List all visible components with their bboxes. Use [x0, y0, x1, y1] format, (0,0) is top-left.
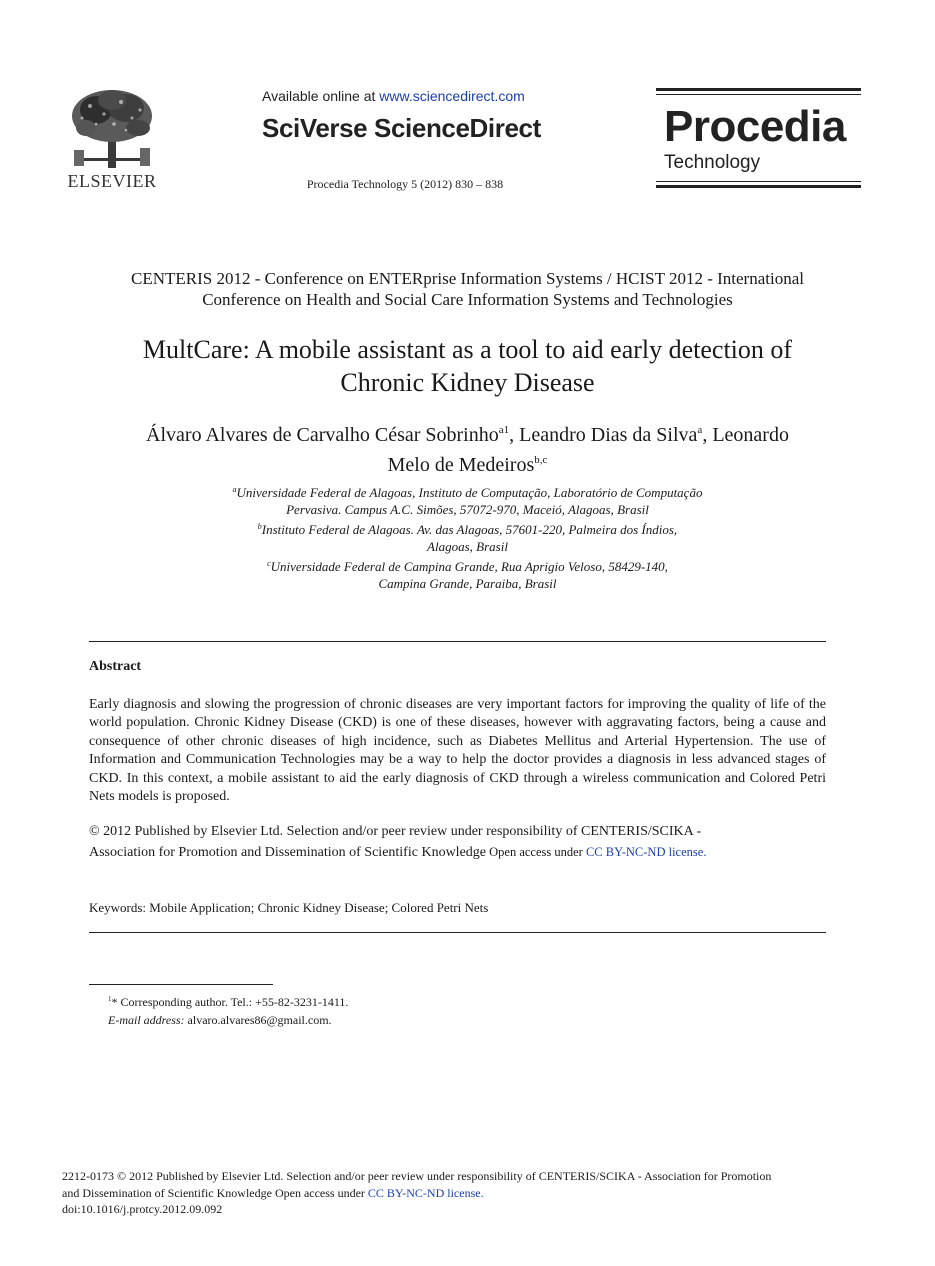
logo-top-rule-thin — [656, 94, 861, 95]
affiliation-item-cont: Pervasiva. Campus A.C. Simões, 57072-970, Maceió, Alagoas, Brasil — [286, 502, 649, 517]
affiliation-text: Universidade Federal de Alagoas, Instituto de Computação, Laboratório de Computação — [236, 485, 703, 500]
authors-line-2 — [80, 448, 855, 478]
conference-line-1: CENTERIS 2012 - Conference on ENTERprise Information Systems / HCIST 2012 - International — [131, 269, 804, 288]
author-separator: , — [702, 424, 713, 446]
available-online — [262, 88, 525, 104]
conference-line-2: Conference on Health and Social Care Information Systems and Technologies — [202, 290, 733, 309]
footnote-line-1 — [108, 990, 348, 1011]
affiliation-item-cont: Campina Grande, Paraiba, Brasil — [378, 576, 557, 591]
footer-line-2 — [62, 1185, 862, 1202]
copyright-line-1: © 2012 Published by Elsevier Ltd. Selection and/or peer review under responsibility of CENTERIS/SCIKA - — [89, 824, 702, 839]
abstract-heading: Abstract — [89, 659, 142, 674]
author-affiliation-marker: a — [697, 424, 703, 436]
abstract-bottom-rule — [89, 932, 826, 933]
copyright-line-2-text: Association for Promotion and Dissemination of Scientific Knowledge — [89, 845, 486, 860]
affiliation-item — [80, 481, 855, 501]
copyright-line-2 — [89, 842, 826, 863]
footnote-rule — [89, 984, 273, 985]
abstract-top-rule — [89, 641, 826, 642]
footer-license-link[interactable]: CC BY-NC-ND license. — [367, 1185, 484, 1200]
author-name: Álvaro Alvares de Carvalho César Sobrinho — [146, 424, 499, 446]
procedia-technology-logo — [656, 88, 861, 190]
open-access-label: Open access under — [486, 845, 586, 859]
authors-line-1 — [80, 418, 855, 448]
available-online-prefix: Available online at — [262, 88, 380, 104]
doi[interactable]: doi:10.1016/j.protcy.2012.09.092 — [62, 1202, 223, 1216]
journal-citation: Procedia Technology 5 (2012) 830 – 838 — [306, 177, 504, 191]
affiliation-item — [80, 555, 855, 575]
elsevier-tree-icon — [66, 88, 158, 170]
logo-bottom-rule — [656, 185, 861, 188]
procedia-title: Procedia — [664, 102, 846, 151]
affiliation-item — [80, 518, 855, 538]
author-affiliation-marker: b,c — [534, 454, 548, 466]
footnote-line-2 — [108, 1011, 348, 1029]
affiliation-marker: a — [232, 485, 237, 494]
sciencedirect-link[interactable]: www.sciencedirect.com — [379, 88, 525, 104]
author-name-part-2: Melo de Medeiros — [387, 454, 535, 476]
author-list — [80, 418, 855, 478]
corresponding-author-footnote — [108, 990, 348, 1029]
logo-bottom-rule-thin — [656, 181, 861, 182]
affiliation-text: Universidade Federal de Campina Grande, Rua Aprigio Veloso, 58429-140, — [270, 559, 668, 574]
email-label: E-mail address: — [108, 1013, 185, 1027]
elsevier-wordmark: ELSEVIER — [67, 171, 157, 191]
title-line-1: MultCare: A mobile assistant as a tool to aid early detection of — [142, 335, 793, 364]
keywords: Keywords: Mobile Application; Chronic Kidney Disease; Colored Petri Nets — [89, 900, 489, 915]
affiliation-marker: c — [267, 559, 271, 568]
author-name: Leandro Dias da Silva — [519, 424, 698, 446]
publication-footer — [62, 1168, 862, 1218]
procedia-subtitle: Technology — [664, 152, 761, 173]
affiliation-list — [80, 481, 855, 592]
affiliation-text: Instituto Federal de Alagoas. Av. das Alagoas, 57601-220, Palmeira dos Índios, — [261, 522, 678, 537]
license-link[interactable]: CC BY-NC-ND license. — [585, 845, 707, 859]
footer-line-1: 2212-0173 © 2012 Published by Elsevier Ltd. Selection and/or peer review under responsibility of CENTERIS/SCIKA - Association for Promotion — [62, 1169, 772, 1183]
copyright-notice — [89, 822, 826, 863]
corresponding-author-text: * Corresponding author. Tel.: +55-82-3231-1411. — [111, 995, 349, 1009]
affiliation-marker: b — [257, 522, 262, 531]
abstract-text: Early diagnosis and slowing the progression of chronic diseases are very important factors for improving the quality of life of the world population. Chronic Kidney Disease (CKD) is one of these diseases, however with aggravating factors, being a cause and consequence of other chronic diseases of high incidence, such as Diabetes Mellitus and Arterial Hypertension. The use of Information and Communication Technologies may be a way to help the doctor provides a diagnosis in less advanced stages of CKD. In this context, a mobile assistant to aid the early diagnosis of CKD through a wireless communication and Colored Petri Nets models is proposed. — [89, 697, 826, 805]
paper-title — [80, 333, 855, 399]
footer-line-2-text: and Dissemination of Scientific Knowledge — [62, 1185, 272, 1200]
sciverse-sciencedirect-logo: SciVerse ScienceDirect — [262, 113, 541, 143]
email-address[interactable]: alvaro.alvares86@gmail.com. — [184, 1013, 332, 1027]
author-affiliation-marker: a1 — [498, 424, 510, 436]
author-separator: , — [509, 424, 520, 446]
conference-name — [80, 268, 855, 310]
footer-open-access-label: Open access under — [271, 1185, 368, 1200]
footnote-marker: 1 — [108, 995, 112, 1003]
title-line-2: Chronic Kidney Disease — [340, 368, 595, 397]
logo-top-rule — [656, 88, 861, 91]
author-name-part-1: Leonardo — [712, 424, 789, 446]
affiliation-item-cont: Alagoas, Brasil — [427, 539, 508, 554]
